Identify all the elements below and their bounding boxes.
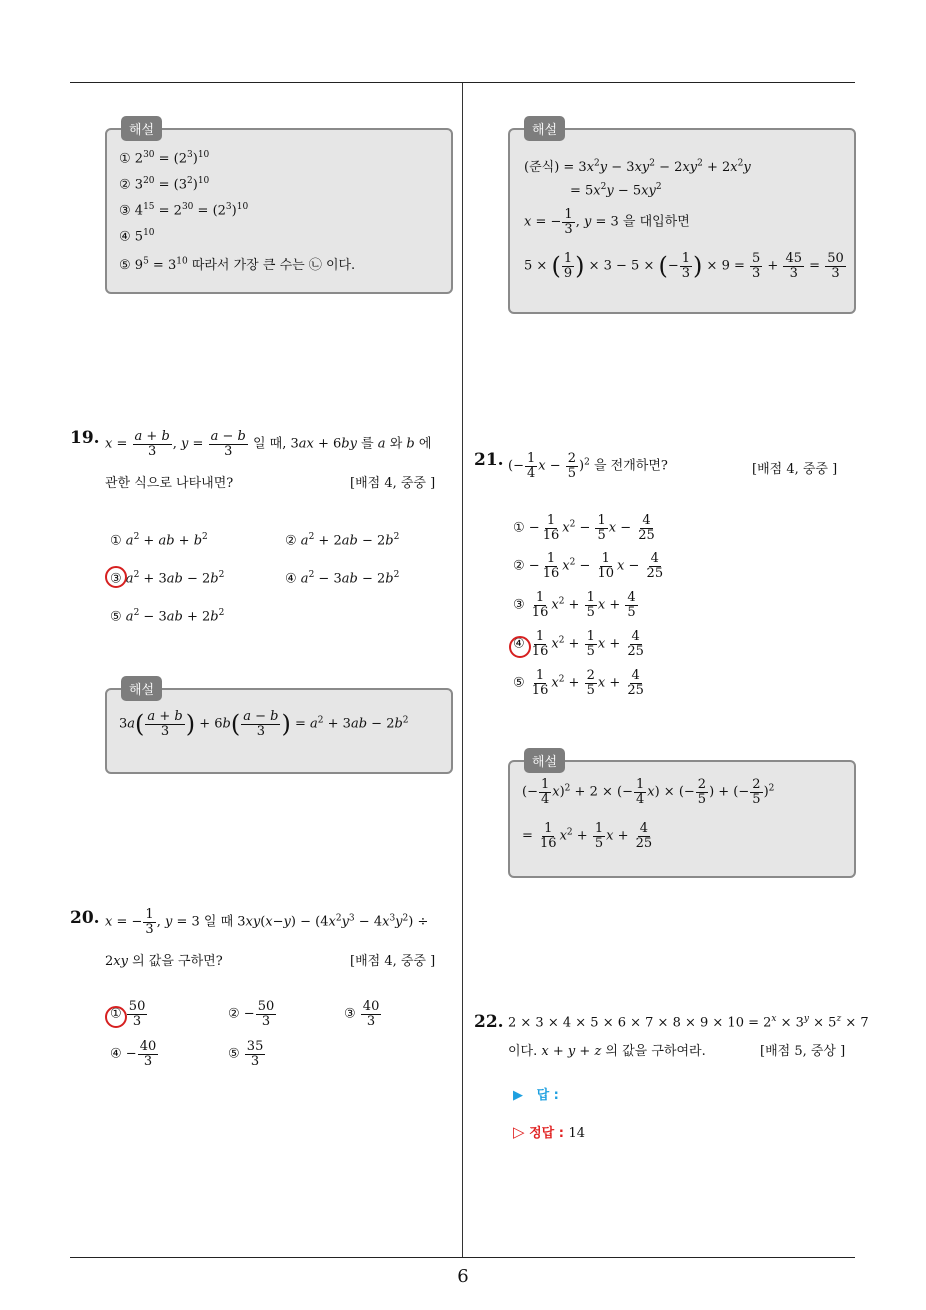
choice-21-3[interactable]: ③ $\frac{1}{16}$ $x^2$ + $\frac{1}{5}$ x + $\frac{4}{5}$ (513, 590, 636, 620)
solution-box-19 (105, 683, 453, 774)
question-21-text: (− $\frac{1}{4}$ x − $\frac{2}{5}$ )$^2$ 을 전개하면? (508, 451, 668, 481)
answer-field[interactable] (513, 1084, 559, 1103)
choice-20-3[interactable]: ③ $\frac{40}{3}$ (344, 999, 380, 1029)
solution-tag: 해설 (121, 676, 162, 701)
question-20-text-line2: 2xy 의 값을 구하면? (105, 954, 223, 969)
question-number-21: 21. (474, 450, 504, 470)
solution-line: x = − $\frac{1}{3}$ , y = 3 을 대입하면 (524, 207, 690, 237)
question-number-20: 20. (70, 908, 100, 928)
question-22-text: $2 \times 3 \times 4 \times 5 \times 6 \times 7 \times 8 \times 9 \times 10 = 2^x \times 3^y \times 5^z \times 7$ (508, 1014, 869, 1031)
answer-mark (509, 636, 531, 658)
solution-line: ③ $4^{15} = 2^{30} = (2^3)^{10}$ (119, 202, 249, 219)
choice-19-5[interactable]: ⑤ $a^2 - 3ab + 2b^2$ (110, 608, 225, 625)
solution-line: 5 × ( $\frac{1}{9}$ ) × 3 − 5 × (− $\frac{1}{3}$ ) × 9 = $\frac{5}{3}$ + $\frac{45}{3}$ = $\frac{50}{3}$ (524, 251, 844, 281)
choice-20-1[interactable]: ① $\frac{50}{3}$ (110, 999, 146, 1029)
question-number-22: 22. (474, 1012, 504, 1032)
answer-mark (105, 1006, 127, 1028)
choice-20-4[interactable]: ④ − $\frac{40}{3}$ (110, 1039, 157, 1069)
solution-line: ⑤ $9^5 = 3^{10}$ 따라서 가장 큰 수는 ㉡ 이다. (119, 256, 356, 273)
choice-21-4[interactable]: ④ $\frac{1}{16}$ $x^2$ + $\frac{1}{5}$ x + $\frac{4}{25}$ (513, 629, 644, 659)
solution-box-18 (105, 123, 453, 294)
question-22-text-line2: 이다. x + y + z 의 값을 구하여라. (508, 1044, 706, 1059)
solution-line: (− $\frac{1}{4}$ x)$^2$ + 2 × (− $\frac{1}{4}$ x) × (− $\frac{2}{5}$ ) + (− $\frac{2}{5}$ )$^2$ (522, 777, 775, 807)
bottom-rule (70, 1257, 855, 1258)
choice-19-4[interactable]: ④ $a^2 - 3ab - 2b^2$ (285, 570, 400, 587)
page-number: 6 (457, 1266, 469, 1287)
question-20-text: x = − $\frac{1}{3}$ , y = 3 일 때 $3xy(x-y) - (4x^2y^3 - 4x^3y^2)$ ÷ (105, 907, 429, 937)
outline-arrow-icon: ▷ (513, 1123, 525, 1141)
choice-19-3[interactable]: ③ $a^2 + 3ab - 2b^2$ (110, 570, 225, 587)
question-19-text: x = $\frac{a + b}{3}$ , y = $\frac{a - b}{3}$ 일 때, 3ax + 6by 를 a 와 b 에 (105, 429, 432, 459)
column-divider (462, 83, 463, 1257)
correct-value: 14 (568, 1126, 585, 1141)
answer-label: 답 : (536, 1088, 559, 1103)
solution-line: = $\frac{1}{16}$ $x^2$ + $\frac{1}{5}$ x + $\frac{4}{25}$ (522, 821, 653, 851)
choice-21-5[interactable]: ⑤ $\frac{1}{16}$ $x^2$ + $\frac{2}{5}$ x + $\frac{4}{25}$ (513, 668, 644, 698)
solution-tag: 해설 (524, 748, 565, 773)
solution-tag: 해설 (524, 116, 565, 141)
solution-line: 3a( $\frac{a + b}{3}$ ) + 6b( $\frac{a - b}{3}$ ) = $a^2 + 3ab - 2b^2$ (119, 709, 409, 739)
solution-line: ② $3^{20} = (3^2)^{10}$ (119, 176, 210, 193)
question-21-score: [배점 4, 중중 ] (752, 462, 838, 477)
question-22-score: [배점 5, 중상 ] (760, 1044, 846, 1059)
correct-answer (513, 1122, 585, 1141)
solution-line: (준식) = $3x^2y - 3xy^2 - 2xy^2 + 2x^2y$ (524, 158, 751, 175)
solution-tag: 해설 (121, 116, 162, 141)
question-20-score: [배점 4, 중중 ] (350, 954, 436, 969)
question-number-19: 19. (70, 428, 100, 448)
choice-20-5[interactable]: ⑤ $\frac{35}{3}$ (228, 1039, 264, 1069)
solution-box-previous (508, 123, 856, 314)
choice-21-2[interactable]: ② − $\frac{1}{16}$ $x^2$ − $\frac{1}{10}$ x − $\frac{4}{25}$ (513, 551, 664, 581)
solution-box-21 (508, 755, 856, 878)
choice-20-2[interactable]: ② − $\frac{50}{3}$ (228, 999, 275, 1029)
correct-label: 정답 : (529, 1126, 564, 1141)
question-19-text-line2: 관한 식으로 나타내면? (105, 476, 234, 491)
play-arrow-icon: ▶ (513, 1088, 523, 1103)
solution-line: ① $2^{30} = (2^3)^{10}$ (119, 150, 210, 167)
solution-line: ④ $5^{10}$ (119, 228, 155, 245)
solution-line: = $5x^2y - 5xy^2$ (570, 182, 662, 199)
choice-19-1[interactable]: ① $a^2$ + ab + $b^2$ (110, 532, 208, 549)
choice-21-1[interactable]: ① − $\frac{1}{16}$ $x^2$ − $\frac{1}{5}$ x − $\frac{4}{25}$ (513, 513, 655, 543)
answer-mark (105, 566, 127, 588)
question-19-score: [배점 4, 중중 ] (350, 476, 436, 491)
choice-19-2[interactable]: ② $a^2 + 2ab - 2b^2$ (285, 532, 400, 549)
